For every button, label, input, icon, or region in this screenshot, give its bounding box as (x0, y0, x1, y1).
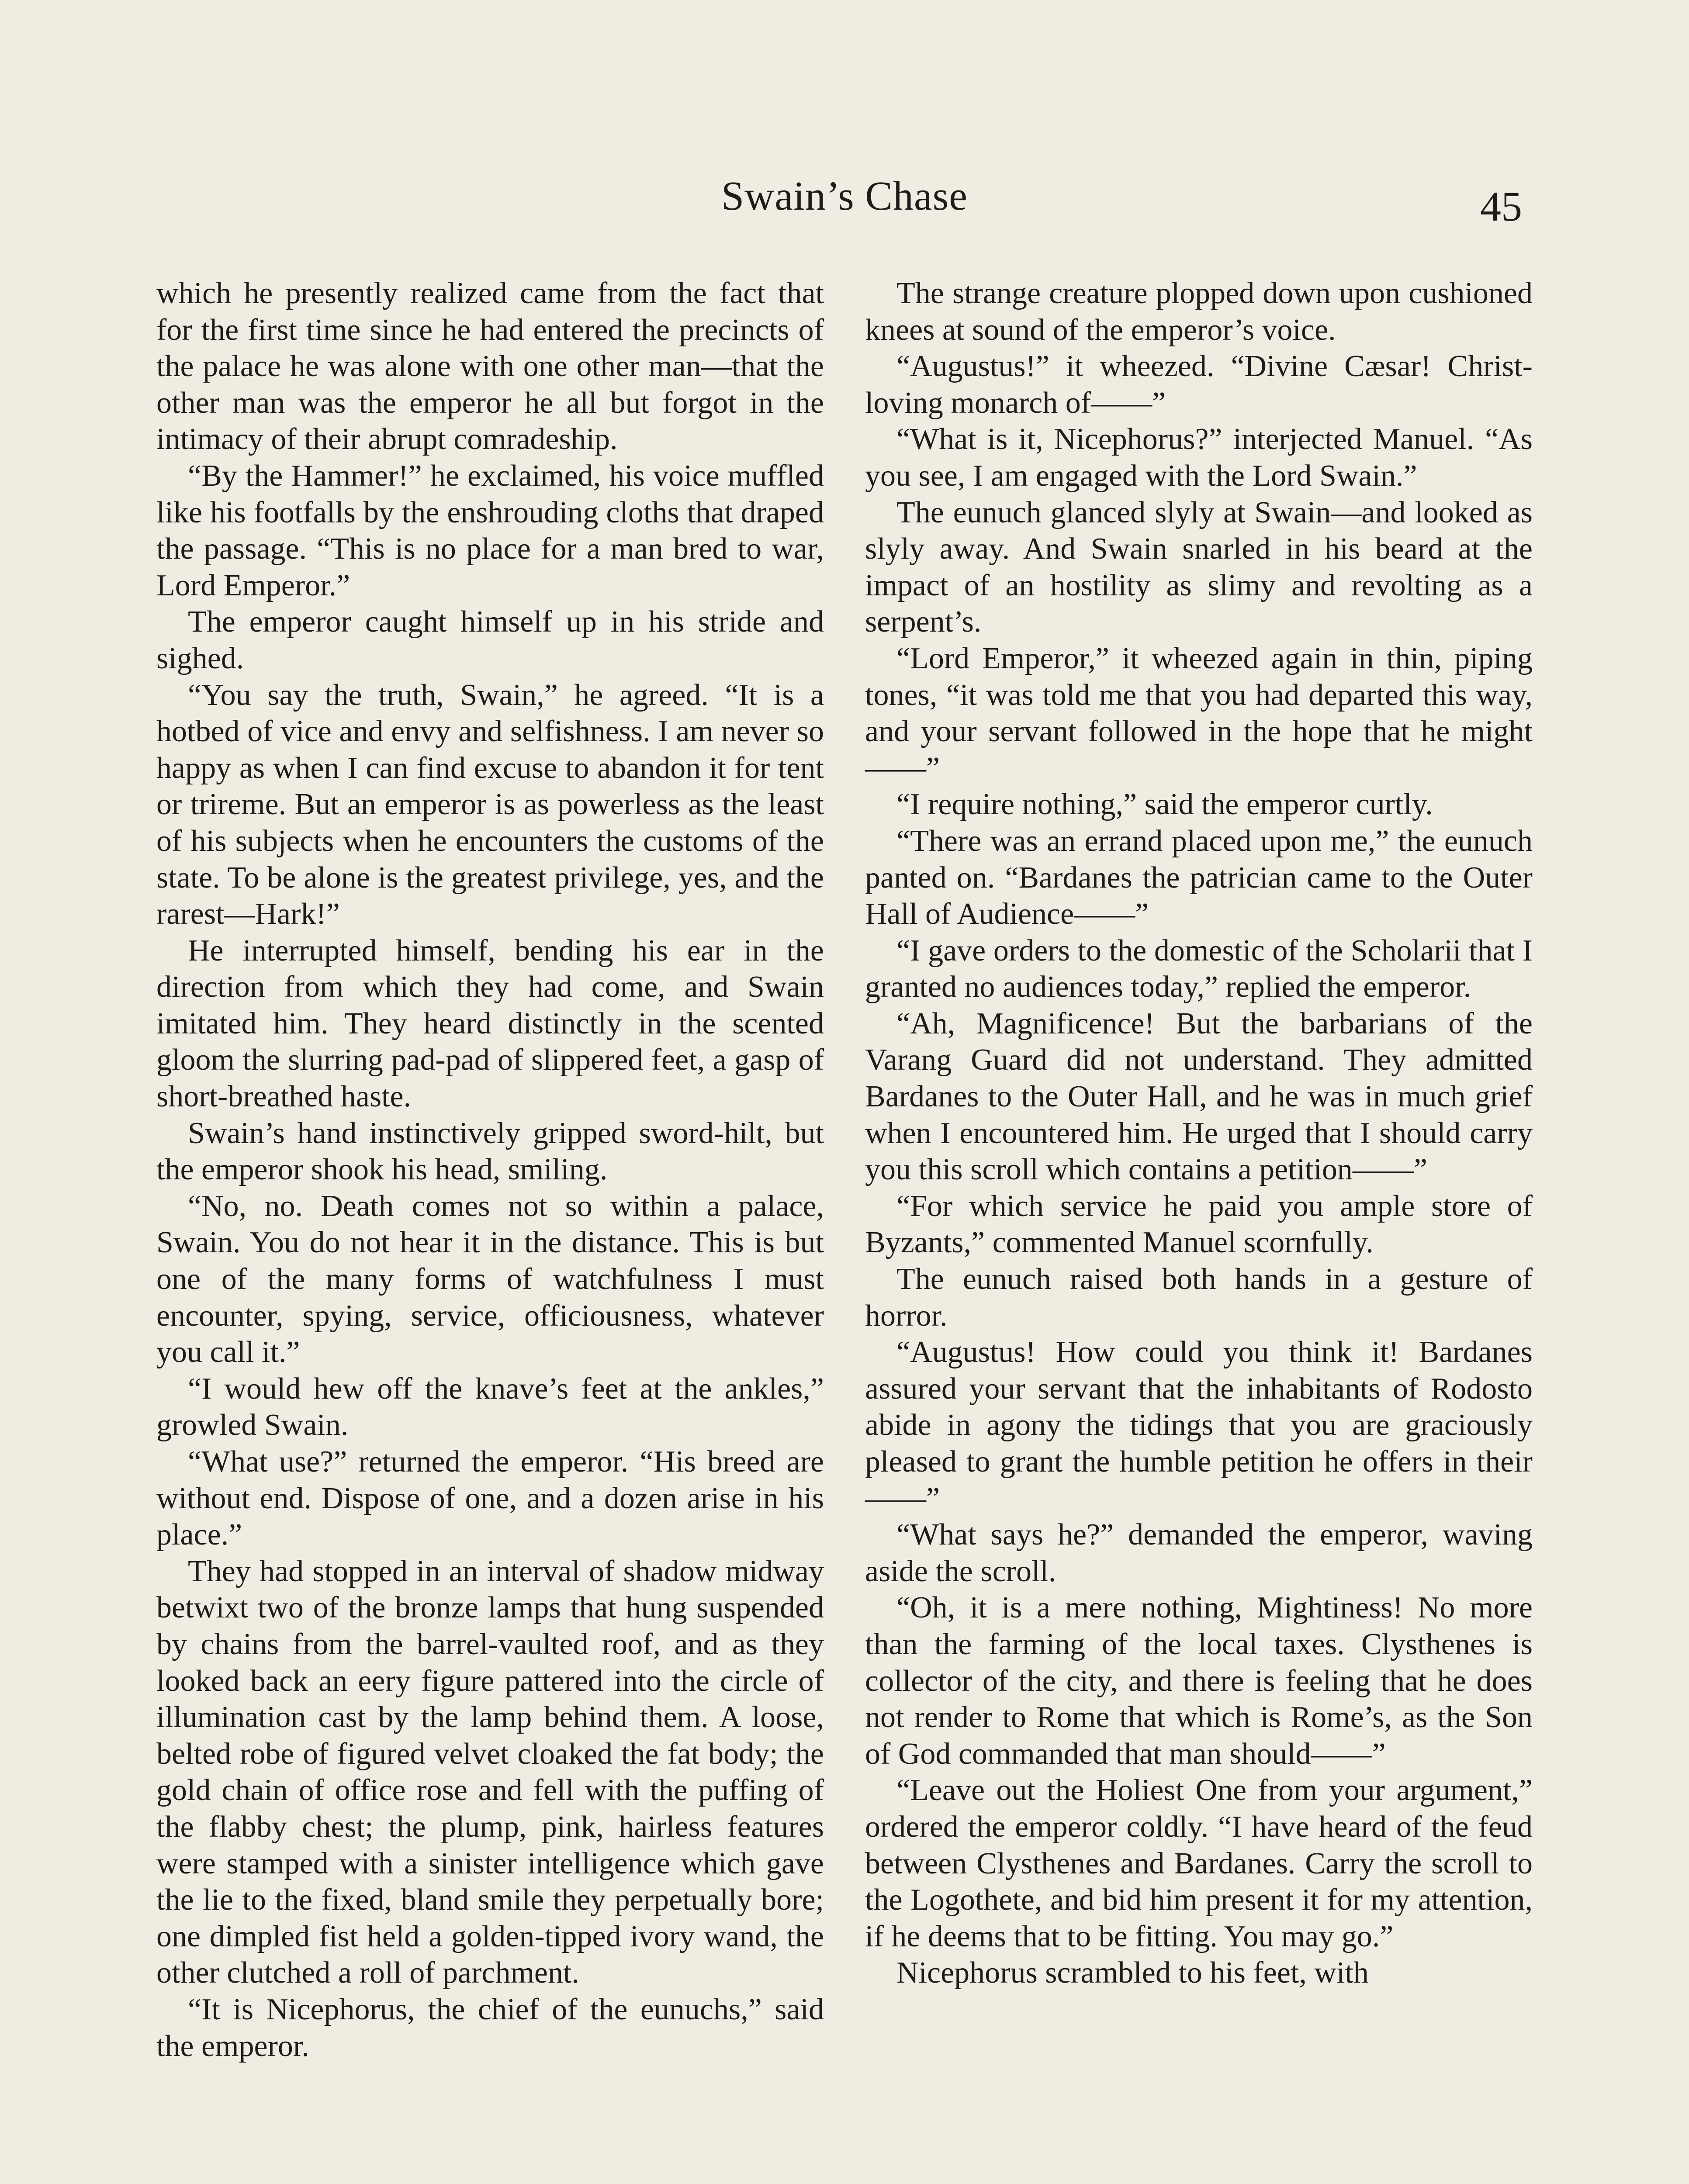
paragraph: “Augustus!” it wheezed. “Divine Cæsar! Christ-loving monarch of——” (865, 349, 1533, 420)
paragraph: The eunuch raised both hands in a gesture of horror. (865, 1262, 1533, 1333)
paragraph: which he presently realized came from the fact that for the first time since he had entered the precincts of the palace he was alone with one other man—that the other man was the emperor he all but forgot in the intimacy of their abrupt comradeship. (156, 276, 824, 456)
paragraph: “You say the truth, Swain,” he agreed. “It is a hotbed of vice and envy and selfishness. I am never so happy as when I can find excuse to abandon it for tent or trireme. But an emperor is as powerless as the least of his subjects when he encounters the customs of the state. To be alone is the greatest privilege, yes, and the rarest—Hark!” (156, 678, 824, 931)
paragraph: Swain’s hand instinctively gripped sword-hilt, but the emperor shook his head, smiling. (156, 1116, 824, 1187)
right-column (865, 275, 1533, 1991)
paragraph: “Lord Emperor,” it wheezed again in thin, piping tones, “it was told me that you had departed this way, and your servant followed in the hope that he might——” (865, 641, 1533, 785)
paragraph: “Oh, it is a mere nothing, Mightiness! No more than the farming of the local taxes. Clysthenes is collector of the city, and there is feeling that he does not render to Rome that which is Rome’s, as the Son of God commanded that man should——” (865, 1591, 1533, 1771)
paragraph: “I would hew off the knave’s feet at the ankles,” growled Swain. (156, 1372, 824, 1442)
paragraph: “Leave out the Holiest One from your argument,” ordered the emperor coldly. “I have heard of the feud between Clysthenes and Bardanes. Carry the scroll to the Logothete, and bid him present it for my attention, if he deems that to be fitting. You may go.” (865, 1773, 1533, 1953)
running-head (0, 173, 1689, 230)
paragraph: The eunuch glanced slyly at Swain—and looked as slyly away. And Swain snarled in his beard at the impact of an hostility as slimy and revolting as a serpent’s. (865, 495, 1533, 639)
paragraph: The emperor caught himself up in his stride and sighed. (156, 605, 824, 675)
page-number: 45 (1480, 183, 1522, 230)
paragraph: “What is it, Nicephorus?” interjected Manuel. “As you see, I am engaged with the Lord Swain.” (865, 422, 1533, 493)
left-column (156, 275, 824, 2064)
paragraph: “Ah, Magnificence! But the barbarians of the Varang Guard did not understand. They admitted Bardanes to the Outer Hall, and he was in much grief when I encountered him. He urged that I should carry you this scroll which contains a petition——” (865, 1006, 1533, 1187)
paragraph: “I gave orders to the domestic of the Scholarii that I granted no audiences today,” replied the emperor. (865, 933, 1533, 1004)
paragraph: “By the Hammer!” he exclaimed, his voice muffled like his footfalls by the enshrouding cloths that draped the passage. “This is no place for a man bred to war, Lord Emperor.” (156, 459, 824, 602)
paragraph: “What says he?” demanded the emperor, waving aside the scroll. (865, 1518, 1533, 1588)
paragraph: “I require nothing,” said the emperor curtly. (896, 788, 1433, 822)
paragraph: “Augustus! How could you think it! Bardanes assured your servant that the inhabitants of Rodosto abide in agony the tidings that you are graciously pleased to grant the humble petition he offers in their——” (865, 1335, 1533, 1515)
paragraph: The strange creature plopped down upon cushioned knees at sound of the emperor’s voice. (865, 276, 1533, 347)
paragraph: They had stopped in an interval of shadow midway betwixt two of the bronze lamps that hung suspended by chains from the barrel-vaulted roof, and as they looked back an eery figure pattered into the circle of illumination cast by the lamp behind them. A loose, belted robe of figured velvet cloaked the fat body; the gold chain of office rose and fell with the puffing of the flabby chest; the plump, pink, hairless features were stamped with a sinister intelligence which gave the lie to the fixed, bland smile they perpetually bore; one dimpled fist held a golden-tipped ivory wand, the other clutched a roll of parchment. (156, 1554, 824, 1990)
running-title: Swain’s Chase (721, 173, 968, 219)
paragraph: Nicephorus scrambled to his feet, with (896, 1956, 1369, 1990)
paragraph: “For which service he paid you ample store of Byzants,” commented Manuel scornfully. (865, 1189, 1533, 1260)
paragraph: “There was an errand placed upon me,” the eunuch panted on. “Bardanes the patrician came to the Outer Hall of Audience——” (865, 824, 1533, 931)
paragraph: “No, no. Death comes not so within a palace, Swain. You do not hear it in the distance. This is but one of the many forms of watchfulness I must encounter, spying, service, officiousness, whatever you call it.” (156, 1189, 824, 1369)
paragraph: “It is Nicephorus, the chief of the eunuchs,” said the emperor. (156, 1992, 824, 2063)
paragraph: “What use?” returned the emperor. “His breed are without end. Dispose of one, and a dozen arise in his place.” (156, 1445, 824, 1552)
paragraph: He interrupted himself, bending his ear in the direction from which they had come, and Swain imitated him. They heard distinctly in the scented gloom the slurring pad-pad of slippered feet, a gasp of short-breathed haste. (156, 933, 824, 1114)
